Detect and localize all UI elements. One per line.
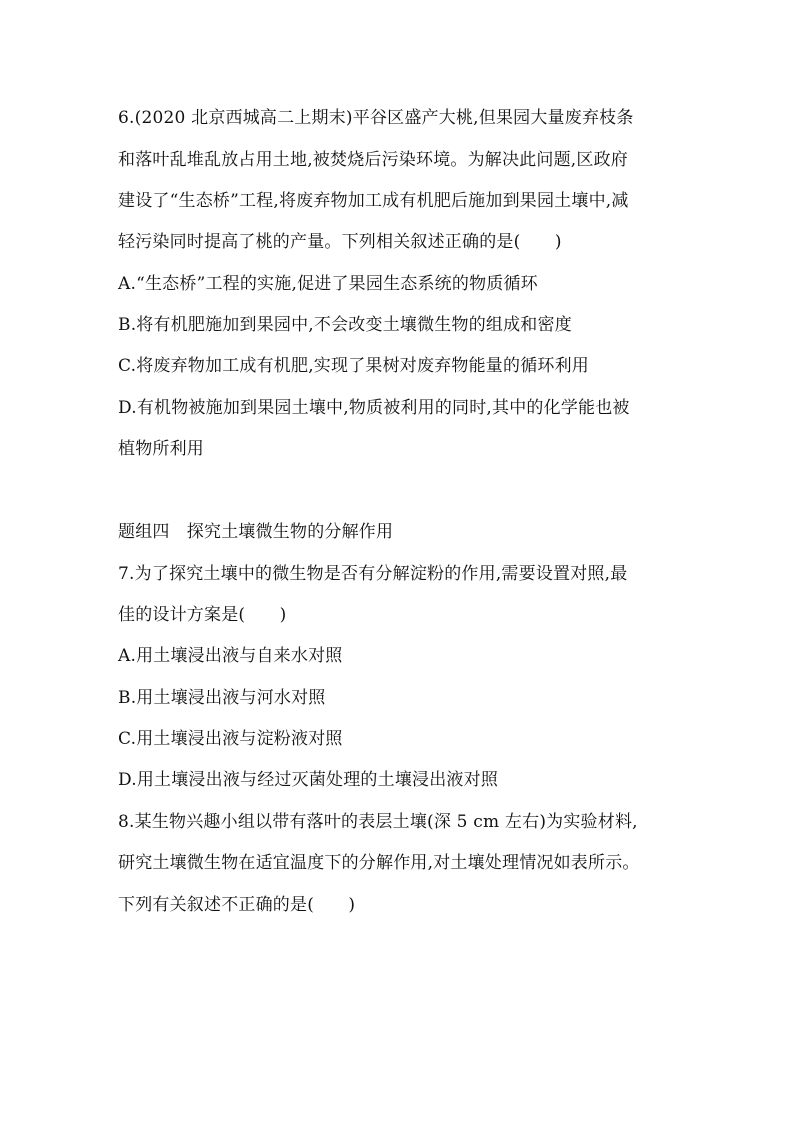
question-7-option-b: B.用土壤浸出液与河水对照 xyxy=(118,688,326,708)
question-6-option-a: A.“生态桥”工程的实施,促进了果园生态系统的物质循环 xyxy=(118,274,538,294)
question-6-stem-line-3: 建设了“生态桥”工程,将废弃物加工成有机肥后施加到果园土壤中,减 xyxy=(118,191,629,211)
question-8-stem-line-1: 8.某生物兴趣小组以带有落叶的表层土壤(深 5 cm 左右)为实验材料, xyxy=(118,812,638,832)
question-7-stem-line-1: 7.为了探究土壤中的微生物是否有分解淀粉的作用,需要设置对照,最 xyxy=(118,564,628,584)
section-heading-group-4: 题组四 探究土壤微生物的分解作用 xyxy=(118,522,394,542)
question-7-stem-line-2: 佳的设计方案是( ) xyxy=(118,605,287,625)
question-6-stem-line-2: 和落叶乱堆乱放占用土地,被焚烧后污染环境。为解决此问题,区政府 xyxy=(118,150,629,170)
question-8-stem-line-3: 下列有关叙述不正确的是( ) xyxy=(118,895,356,915)
question-6-stem-line-1: 6.(2020 北京西城高二上期末)平谷区盛产大桃,但果园大量废弃枝条 xyxy=(118,108,634,128)
question-8-stem-line-2: 研究土壤微生物在适宜温度下的分解作用,对土壤处理情况如表所示。 xyxy=(118,853,640,873)
question-6-option-d-line-2: 植物所利用 xyxy=(118,439,204,459)
question-7-option-c: C.用土壤浸出液与淀粉液对照 xyxy=(118,729,343,749)
question-6-option-c: C.将废弃物加工成有机肥,实现了果树对废弃物能量的循环利用 xyxy=(118,356,590,376)
question-7-option-a: A.用土壤浸出液与自来水对照 xyxy=(118,646,343,666)
question-6-option-b: B.将有机肥施加到果园中,不会改变土壤微生物的组成和密度 xyxy=(118,315,572,335)
question-6-option-d-line-1: D.有机物被施加到果园土壤中,物质被利用的同时,其中的化学能也被 xyxy=(118,398,630,418)
question-6-stem-line-4: 轻污染同时提高了桃的产量。下列相关叙述正确的是( ) xyxy=(118,232,562,252)
question-7-option-d: D.用土壤浸出液与经过灭菌处理的土壤浸出液对照 xyxy=(118,770,499,790)
